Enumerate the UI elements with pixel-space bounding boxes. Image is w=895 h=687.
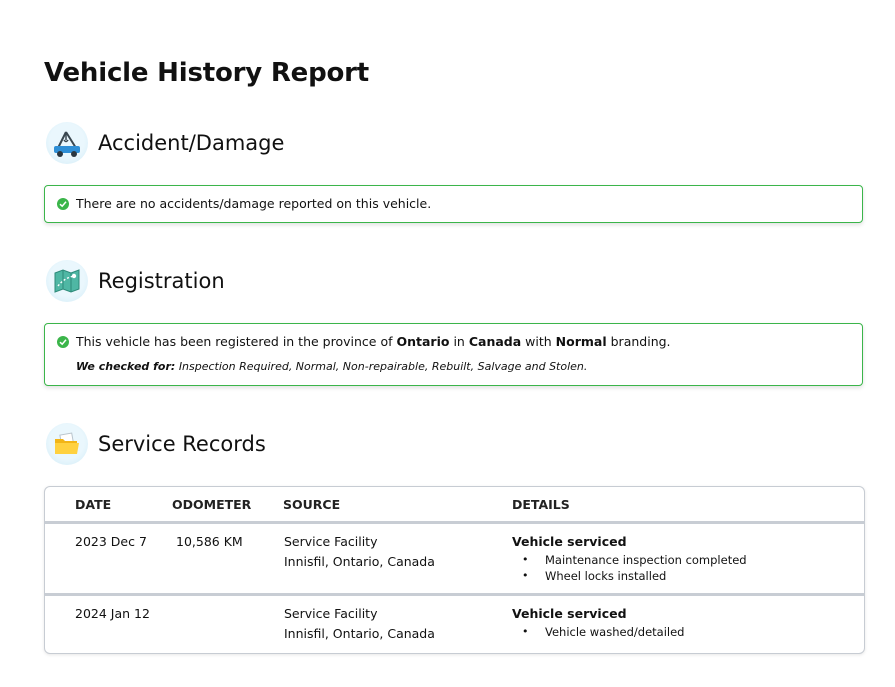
registration-text-suffix: branding. — [610, 334, 671, 349]
row-details-title: Vehicle serviced — [512, 534, 627, 549]
list-item: • Wheel locks installed — [512, 568, 747, 584]
header-divider — [45, 521, 864, 524]
registration-province: Ontario — [396, 334, 450, 349]
row-odometer: 10,586 KM — [176, 534, 243, 549]
service-section-title: Service Records — [98, 432, 266, 456]
map-icon — [46, 260, 88, 302]
row-details-list — [512, 552, 747, 584]
column-header-date: DATE — [75, 497, 112, 512]
list-item: • Maintenance inspection completed — [512, 552, 747, 568]
registration-text-prefix: This vehicle has been registered in the province of — [76, 334, 393, 349]
check-circle-icon — [57, 336, 69, 348]
row-details — [512, 532, 747, 584]
checked-for-list: Inspection Required, Normal, Non-repairable, Rebuilt, Salvage and Stolen. — [178, 360, 588, 373]
check-circle-icon — [57, 198, 69, 210]
column-header-source: SOURCE — [283, 497, 341, 512]
accident-status-box — [44, 185, 863, 223]
row-details-list — [512, 624, 684, 640]
page-title: Vehicle History Report — [44, 58, 370, 88]
accident-section-title: Accident/Damage — [98, 131, 285, 155]
registration-text-with: with — [525, 334, 552, 349]
column-header-details: DETAILS — [512, 497, 570, 512]
row-source-name: Service Facility — [284, 534, 378, 549]
checked-for-label: We checked for: — [76, 360, 176, 373]
registration-branding: Normal — [555, 334, 607, 349]
row-divider — [45, 593, 864, 596]
accident-status-text: There are no accidents/damage reported on this vehicle. — [76, 196, 432, 211]
registration-status-line — [57, 334, 671, 349]
registration-section-title: Registration — [98, 269, 225, 293]
row-date: 2024 Jan 12 — [75, 606, 150, 621]
row-source-location: Innisfil, Ontario, Canada — [284, 626, 435, 641]
row-details-title: Vehicle serviced — [512, 606, 627, 621]
accident-section-header — [46, 120, 284, 166]
service-records-table — [44, 486, 865, 654]
accident-status-line — [57, 196, 431, 211]
registration-checked-for — [76, 360, 587, 373]
registration-section-header — [46, 258, 225, 304]
column-header-odometer: ODOMETER — [172, 497, 252, 512]
registration-text-in: in — [453, 334, 465, 349]
registration-status-box — [44, 323, 863, 386]
tow-truck-icon — [46, 122, 88, 164]
row-source-location: Innisfil, Ontario, Canada — [284, 554, 435, 569]
list-item: • Vehicle washed/detailed — [512, 624, 684, 640]
registration-country: Canada — [468, 334, 522, 349]
row-details — [512, 604, 684, 640]
row-source-name: Service Facility — [284, 606, 378, 621]
service-section-header — [46, 421, 266, 467]
row-date: 2023 Dec 7 — [75, 534, 147, 549]
folder-icon — [46, 423, 88, 465]
